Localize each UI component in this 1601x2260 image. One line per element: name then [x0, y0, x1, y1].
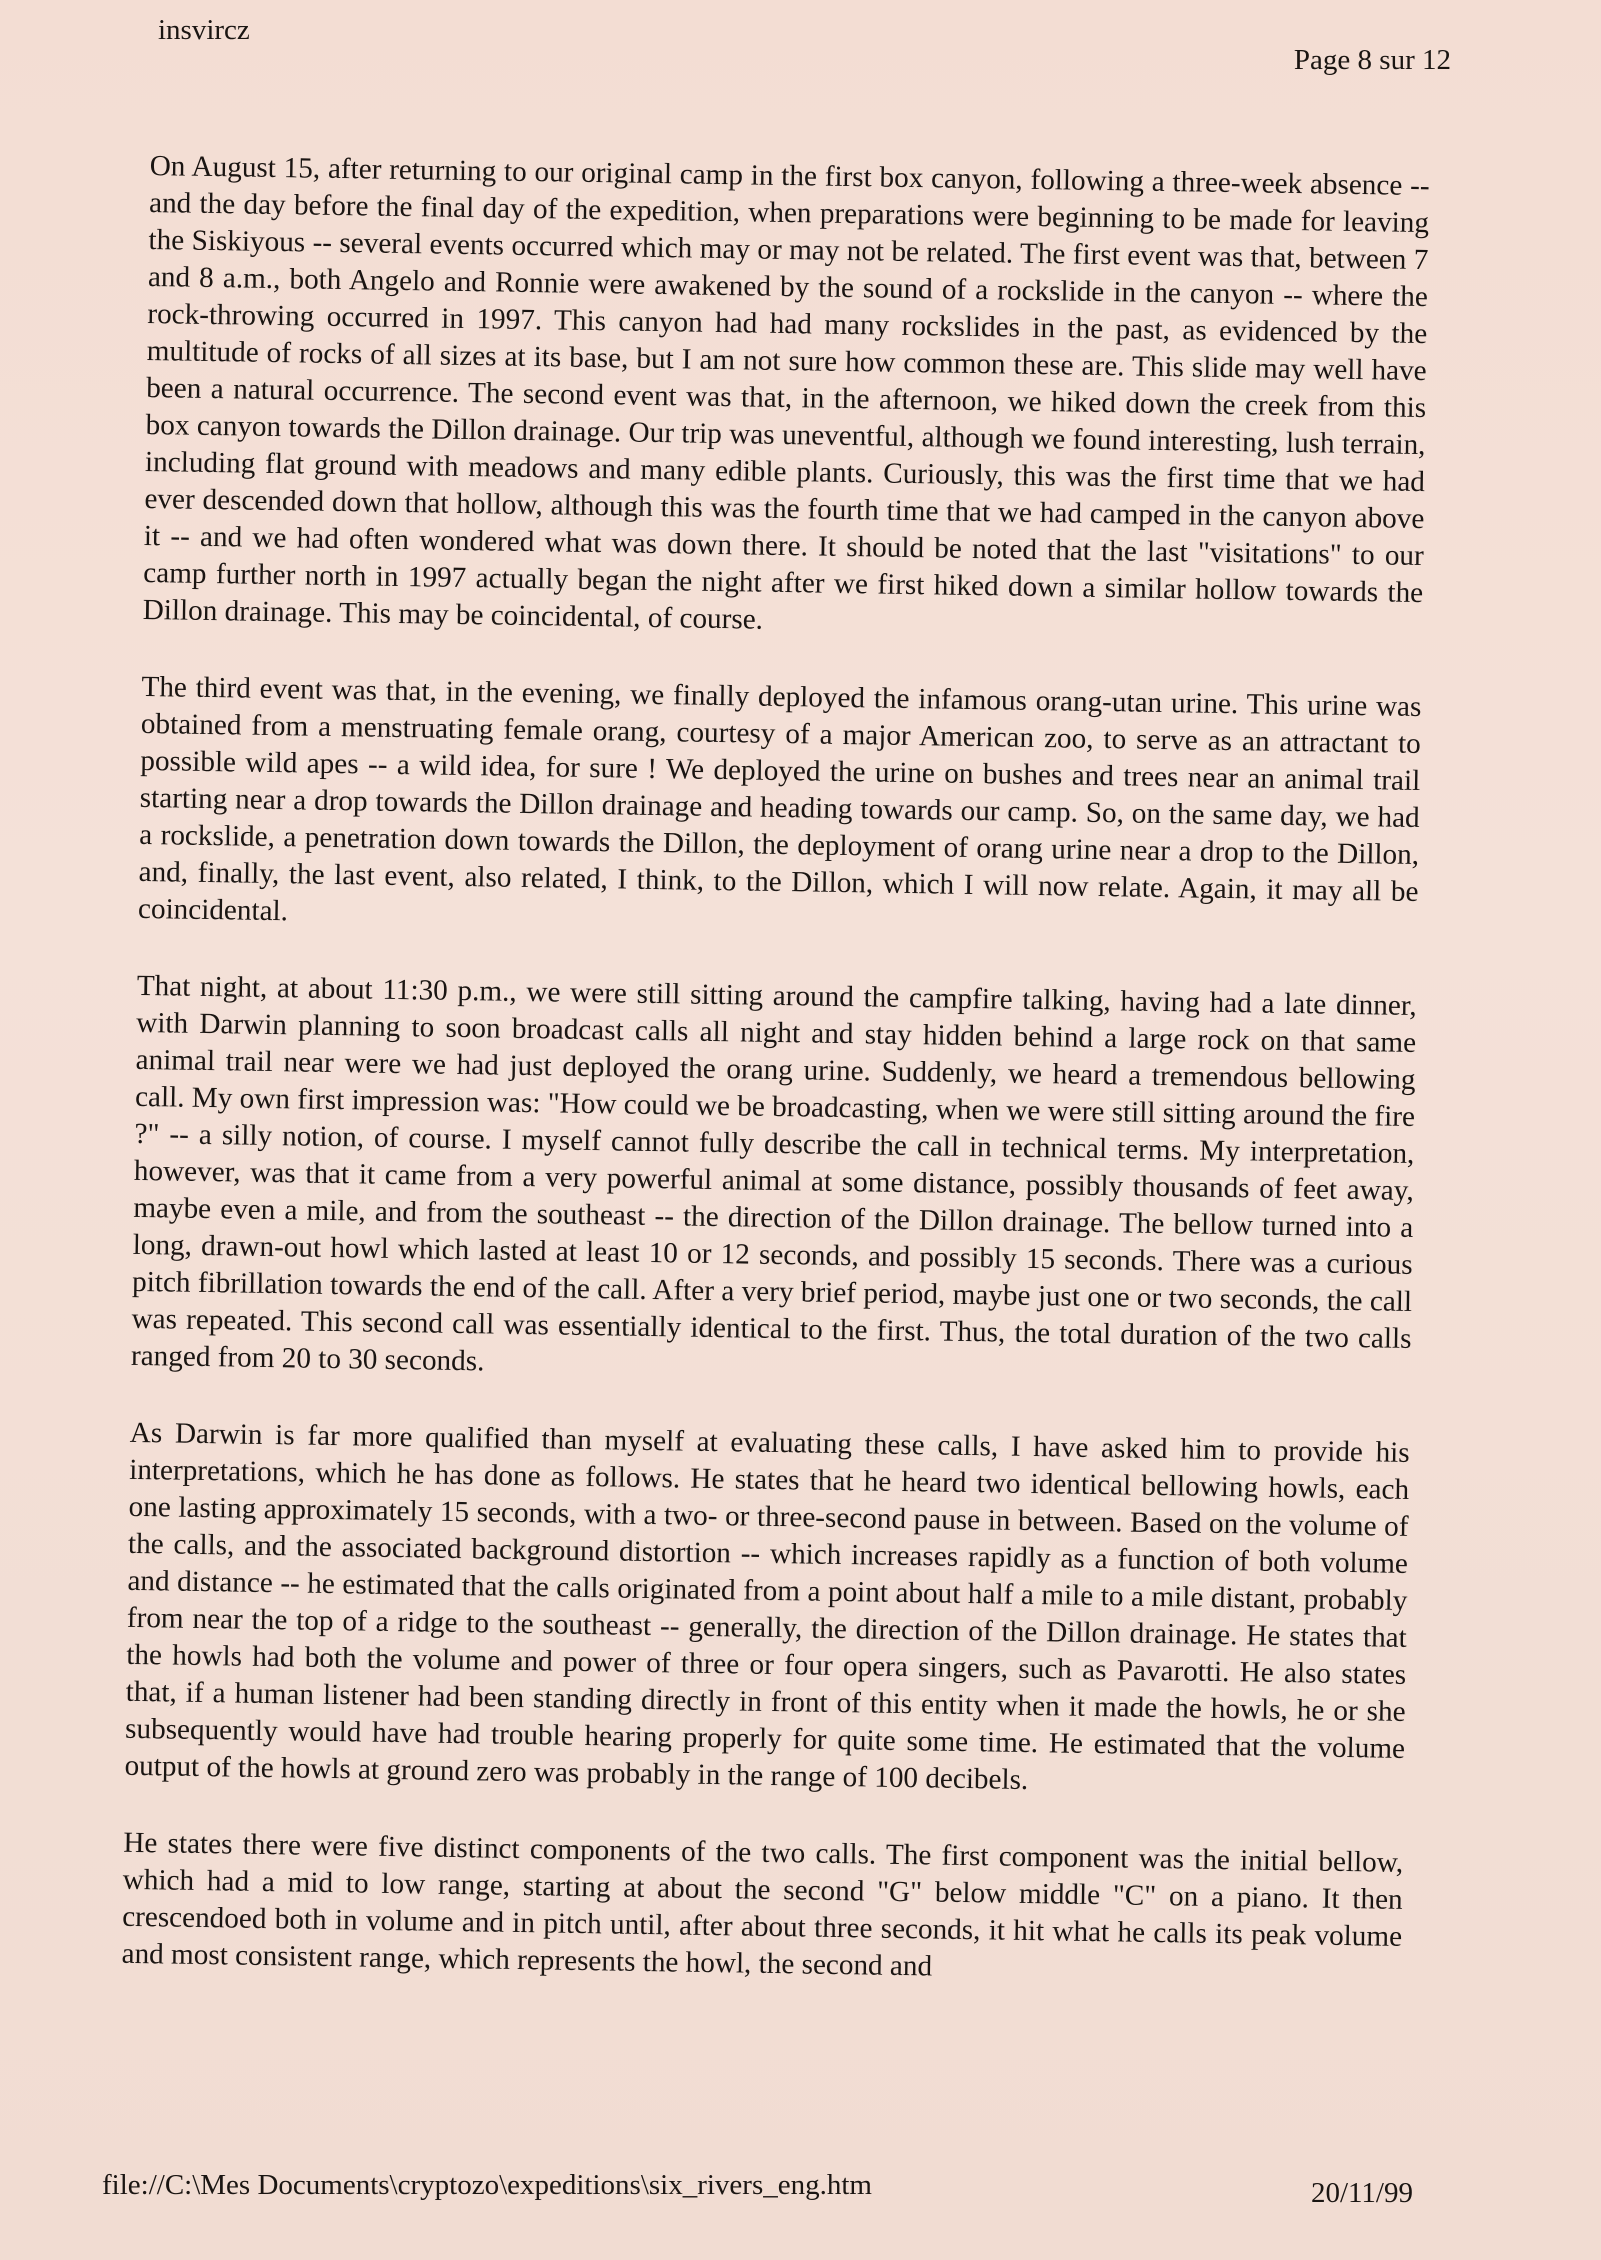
paragraph-5: He states there were five distinct components of the two calls. The first component was the initial bellow, which had a mid to low range, starting at about the second "G" below middle "C" on a piano. It then crescendoed both in volume and in pitch until, after about three seconds, it hit what he calls its peak volume and most consistent range, which represents the howl, the second and	[121, 1826, 1404, 1983]
header-site-name: insvircz	[158, 14, 250, 46]
paragraph-3: That night, at about 11:30 p.m., we were still sitting around the campfire talking, having had a late dinner, with Darwin planning to soon broadcast calls all night and stay hidden behind a large rock on that same animal trail near were we had just deployed the orang urine. Suddenly, we heard a tremendous bellowing call. My own first impression was: "How could we be broadcasting, when we were still sitting around the fire ?" -- a silly notion, of course. I myself cannot fully describe the call in technical terms. My interpretation, however, was that it came from a very powerful animal at some distance, possibly thousands of feet away, maybe even a mile, and from the southeast -- the direction of the Dillon drainage. The bellow turned into a long, drawn-out howl which lasted at least 10 or 12 seconds, and possibly 15 seconds. There was a curious pitch fibrillation towards the end of the call. After a very brief period, maybe just one or two seconds, the call was repeated. This second call was essentially identical to the first. Thus, the total duration of the two calls ranged from 20 to 30 seconds.	[130, 969, 1417, 1378]
paragraph-2: The third event was that, in the evening, we finally deployed the infamous orang-utan urine. This urine was obtained from a menstruating female orang, courtesy of a major American zoo, to serve as an attractant to possible wild apes -- a wild idea, for sure ! We deployed the urine on bushes and trees near an animal trail starting near a drop towards the Dillon drainage and heading towards our camp. So, on the same day, we had a rockslide, a penetration down towards the Dillon, the deployment of orang urine near a drop to the Dillon, and, finally, the last event, also related, I think, to the Dillon, which I will now relate. Again, it may all be coincidental.	[137, 670, 1422, 928]
article-body	[121, 148, 1430, 2033]
footer-date: 20/11/99	[1310, 2177, 1413, 2209]
header-page-number: Page 8 sur 12	[1293, 44, 1451, 76]
paragraph-4: As Darwin is far more qualified than myself at evaluating these calls, I have asked him to provide his interpretations, which he has done as follows. He states that he heard two identical bellowing howls, each one lasting approximately 15 seconds, with a two- or three-second pause in between. Based on the volume of the calls, and the associated background distortion -- which increases rapidly as a function of both volume and distance -- he estimated that the calls originated from a point about half a mile to a mile distant, probably from near the top of a ridge to the southeast -- generally, the direction of the Dillon drainage. He states that the howls had both the volume and power of three or four opera singers, such as Pavarotti. He also states that, if a human listener had been standing directly in front of this entity when it made the howls, he or she subsequently would have had trouble hearing properly for quite some time. He estimated that the volume output of the howls at ground zero was probably in the range of 100 decibels.	[124, 1416, 1410, 1796]
paragraph-1: On August 15, after returning to our original camp in the first box canyon, following a three-week absence -- and the day before the final day of the expedition, when preparations were beginning to be made for leaving the Siskiyous -- several events occurred which may or may not be related. The first event was that, between 7 and 8 a.m., both Angelo and Ronnie were awakened by the sound of a rockslide in the canyon -- where the rock-throwing occurred in 1997. This canyon had had many rockslides in the past, as evidenced by the multitude of rocks of all sizes at its base, but I am not sure how common these are. This slide may well have been a natural occurrence. The second event was that, in the afternoon, we hiked down the creek from this box canyon towards the Dillon drainage. Our trip was uneventful, although we found interesting, lush terrain, including flat ground with meadows and many edible plants. Curiously, this was the first time that we had ever descended down that hollow, although this was the fourth time that we had camped in the canyon above it -- and we had often wondered what was down there. It should be noted that the last "visitations" to our camp further north in 1997 actually began the night after we first hiked down a similar hollow towards the Dillon drainage. This may be coincidental, of course.	[142, 149, 1430, 636]
footer-file-path: file://C:\Mes Documents\cryptozo\expeditions\six_rivers_eng.htm	[102, 2169, 872, 2201]
